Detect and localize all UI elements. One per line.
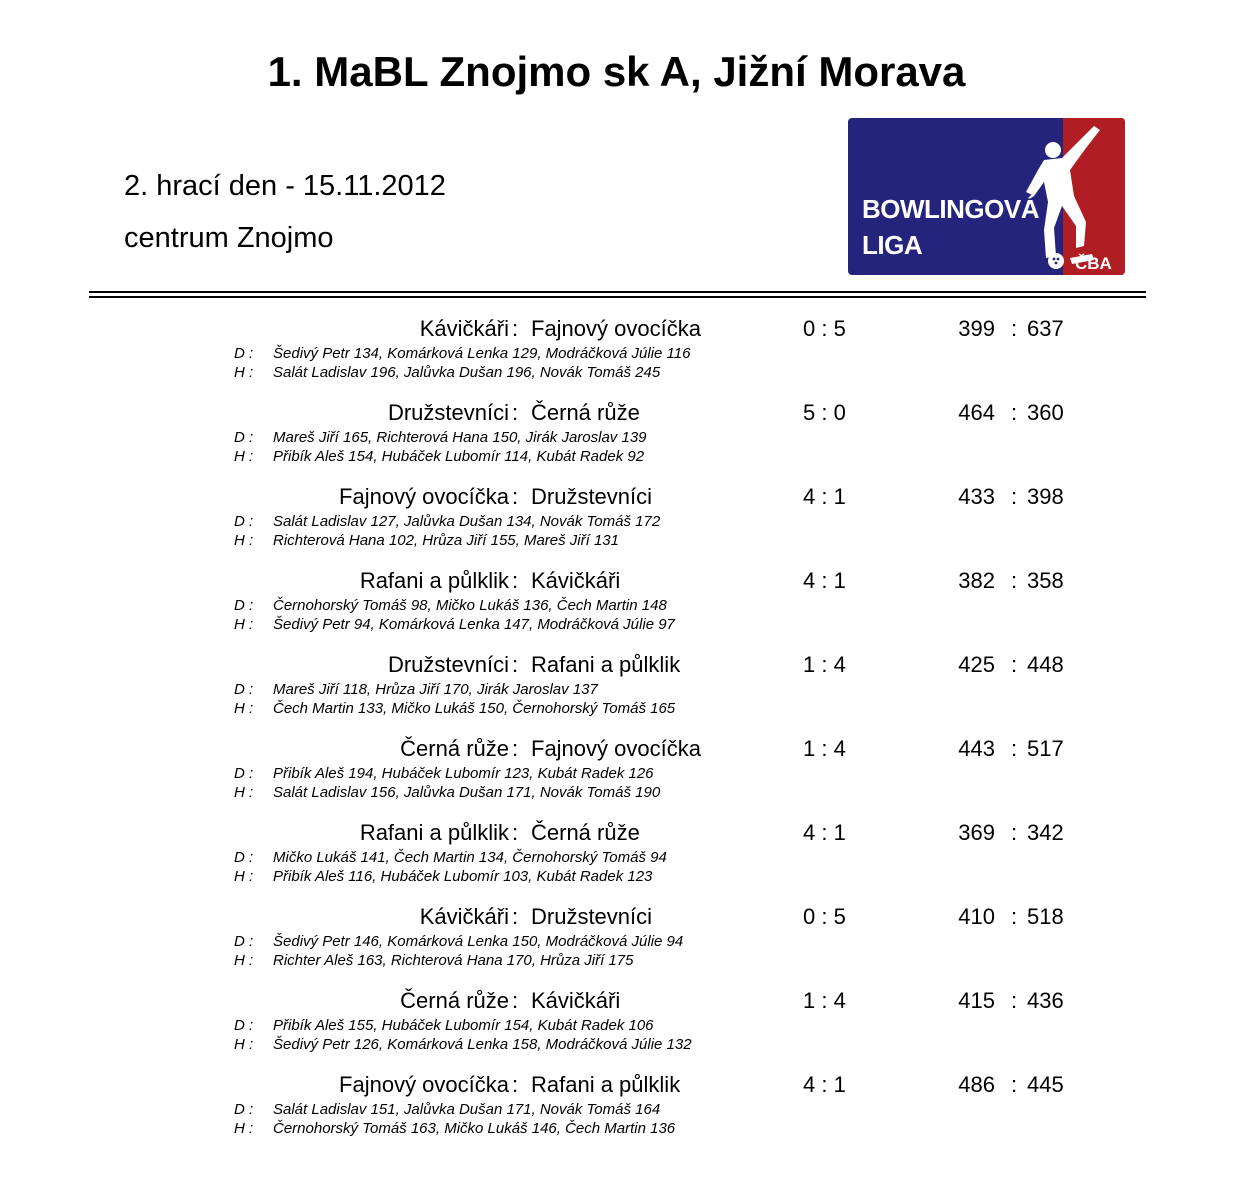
away-lineup-label: H : [234, 616, 254, 633]
match-day-date: 2. hrací den - 15.11.2012 [124, 170, 446, 202]
away-pins: 358 [1027, 568, 1064, 593]
match-result: 5 : 0 [803, 400, 846, 425]
home-team: Družstevníci [387, 400, 509, 425]
away-team: Kávičkáři [531, 568, 621, 593]
logo-text-line2: LIGA [862, 230, 923, 260]
away-lineup: Čech Martin 133, Mičko Lukáš 150, Černohorský Tomáš 165 [273, 700, 676, 717]
home-team: Černá růže [400, 736, 509, 761]
away-lineup: Přibík Aleš 116, Hubáček Lubomír 103, Kubát Radek 123 [273, 868, 653, 885]
away-team: Fajnový ovocíčka [531, 736, 701, 761]
teams-separator: : [512, 316, 519, 341]
away-lineup: Salát Ladislav 156, Jalůvka Dušan 171, Novák Tomáš 190 [273, 784, 661, 801]
home-team: Rafani a půlklik [359, 568, 509, 593]
match-result: 4 : 1 [803, 484, 846, 509]
home-lineup-label: D : [234, 765, 254, 782]
teams-separator: : [512, 652, 519, 677]
home-lineup-label: D : [234, 513, 254, 530]
away-pins: 398 [1027, 484, 1064, 509]
home-lineup: Šedivý Petr 146, Komárková Lenka 150, Modráčková Júlie 94 [273, 933, 684, 950]
match-result: 4 : 1 [803, 1072, 846, 1097]
match-row [0, 652, 1233, 736]
home-team: Fajnový ovocíčka [339, 484, 509, 509]
home-team: Fajnový ovocíčka [339, 1072, 509, 1097]
home-lineup: Přibík Aleš 155, Hubáček Lubomír 154, Kubát Radek 106 [273, 1017, 654, 1034]
away-team: Černá růže [531, 820, 640, 845]
away-lineup: Šedivý Petr 94, Komárková Lenka 147, Modráčková Júlie 97 [273, 616, 675, 633]
teams-separator: : [512, 988, 519, 1013]
match-row [0, 568, 1233, 652]
header-divider-top [89, 291, 1146, 293]
away-lineup: Richter Aleš 163, Richterová Hana 170, Hrůza Jiří 175 [273, 952, 634, 969]
match-result: 4 : 1 [803, 568, 846, 593]
away-pins: 448 [1027, 652, 1064, 677]
home-pins: 443 [958, 736, 995, 761]
teams-separator: : [512, 820, 519, 845]
away-pins: 342 [1027, 820, 1064, 845]
pins-separator: : [1011, 820, 1018, 845]
away-team: Družstevníci [531, 484, 653, 509]
away-lineup-label: H : [234, 700, 254, 717]
away-lineup: Salát Ladislav 196, Jalůvka Dušan 196, Novák Tomáš 245 [273, 364, 661, 381]
teams-separator: : [512, 736, 519, 761]
home-team: Družstevníci [387, 652, 509, 677]
home-lineup: Šedivý Petr 134, Komárková Lenka 129, Modráčková Júlie 116 [273, 345, 691, 362]
venue: centrum Znojmo [124, 222, 334, 254]
away-pins: 517 [1027, 736, 1064, 761]
match-result: 1 : 4 [803, 652, 846, 677]
away-lineup: Šedivý Petr 126, Komárková Lenka 158, Modráčková Júlie 132 [273, 1036, 692, 1053]
teams-separator: : [512, 1072, 519, 1097]
pins-separator: : [1011, 316, 1018, 341]
home-pins: 382 [958, 568, 995, 593]
away-pins: 518 [1027, 904, 1064, 929]
away-lineup: Richterová Hana 102, Hrůza Jiří 155, Mareš Jiří 131 [273, 532, 619, 549]
away-lineup-label: H : [234, 784, 254, 801]
home-lineup-label: D : [234, 681, 254, 698]
match-result: 1 : 4 [803, 736, 846, 761]
home-lineup: Přibík Aleš 194, Hubáček Lubomír 123, Kubát Radek 126 [273, 765, 654, 782]
teams-separator: : [512, 400, 519, 425]
home-lineup: Mareš Jiří 165, Richterová Hana 150, Jirák Jaroslav 139 [273, 429, 647, 446]
match-row [0, 988, 1233, 1072]
away-lineup: Černohorský Tomáš 163, Mičko Lukáš 146, Čech Martin 136 [273, 1120, 676, 1137]
home-pins: 464 [958, 400, 995, 425]
match-result: 4 : 1 [803, 820, 846, 845]
match-row [0, 1072, 1233, 1156]
away-pins: 637 [1027, 316, 1064, 341]
pins-separator: : [1011, 652, 1018, 677]
pins-separator: : [1011, 1072, 1018, 1097]
away-lineup-label: H : [234, 868, 254, 885]
league-logo [848, 118, 1125, 275]
match-row [0, 736, 1233, 820]
away-team: Fajnový ovocíčka [531, 316, 701, 341]
home-team: Rafani a půlklik [359, 820, 509, 845]
away-pins: 445 [1027, 1072, 1064, 1097]
home-pins: 486 [958, 1072, 995, 1097]
home-lineup-label: D : [234, 849, 254, 866]
match-result: 0 : 5 [803, 316, 846, 341]
pins-separator: : [1011, 736, 1018, 761]
home-lineup: Černohorský Tomáš 98, Mičko Lukáš 136, Čech Martin 148 [273, 597, 667, 614]
away-team: Kávičkáři [531, 988, 621, 1013]
away-lineup-label: H : [234, 1120, 254, 1137]
away-pins: 436 [1027, 988, 1064, 1013]
away-lineup-label: H : [234, 364, 254, 381]
away-lineup: Přibík Aleš 154, Hubáček Lubomír 114, Kubát Radek 92 [273, 448, 645, 465]
home-lineup-label: D : [234, 1017, 254, 1034]
home-pins: 415 [958, 988, 995, 1013]
away-team: Družstevníci [531, 904, 653, 929]
home-lineup-label: D : [234, 429, 254, 446]
match-row [0, 820, 1233, 904]
match-result: 0 : 5 [803, 904, 846, 929]
home-lineup: Salát Ladislav 151, Jalůvka Dušan 171, Novák Tomáš 164 [273, 1101, 661, 1118]
pins-separator: : [1011, 904, 1018, 929]
away-team: Rafani a půlklik [531, 652, 681, 677]
home-team: Černá růže [400, 988, 509, 1013]
pins-separator: : [1011, 568, 1018, 593]
away-lineup-label: H : [234, 952, 254, 969]
page-title: 1. MaBL Znojmo sk A, Jižní Morava [267, 48, 966, 95]
teams-separator: : [512, 568, 519, 593]
teams-separator: : [512, 904, 519, 929]
match-row [0, 400, 1233, 484]
home-pins: 369 [958, 820, 995, 845]
match-row [0, 484, 1233, 568]
home-lineup-label: D : [234, 1101, 254, 1118]
home-team: Kávičkáři [419, 904, 509, 929]
away-team: Černá růže [531, 400, 640, 425]
logo-org: ČBA [1075, 254, 1112, 273]
home-pins: 399 [958, 316, 995, 341]
logo-text-line1: BOWLINGOVÁ [862, 194, 1039, 224]
header-divider-bottom [89, 296, 1146, 298]
home-lineup: Salát Ladislav 127, Jalůvka Dušan 134, Novák Tomáš 172 [273, 513, 661, 530]
away-lineup-label: H : [234, 1036, 254, 1053]
home-lineup-label: D : [234, 933, 254, 950]
home-pins: 410 [958, 904, 995, 929]
match-row [0, 904, 1233, 988]
home-pins: 425 [958, 652, 995, 677]
home-lineup-label: D : [234, 345, 254, 362]
away-lineup-label: H : [234, 448, 254, 465]
home-lineup: Mareš Jiří 118, Hrůza Jiří 170, Jirák Jaroslav 137 [273, 681, 598, 698]
pins-separator: : [1011, 484, 1018, 509]
match-result: 1 : 4 [803, 988, 846, 1013]
match-row [0, 316, 1233, 400]
away-lineup-label: H : [234, 532, 254, 549]
away-team: Rafani a půlklik [531, 1072, 681, 1097]
teams-separator: : [512, 484, 519, 509]
home-lineup-label: D : [234, 597, 254, 614]
pins-separator: : [1011, 400, 1018, 425]
pins-separator: : [1011, 988, 1018, 1013]
away-pins: 360 [1027, 400, 1064, 425]
home-team: Kávičkáři [419, 316, 509, 341]
home-lineup: Mičko Lukáš 141, Čech Martin 134, Černohorský Tomáš 94 [273, 849, 667, 866]
home-pins: 433 [958, 484, 995, 509]
